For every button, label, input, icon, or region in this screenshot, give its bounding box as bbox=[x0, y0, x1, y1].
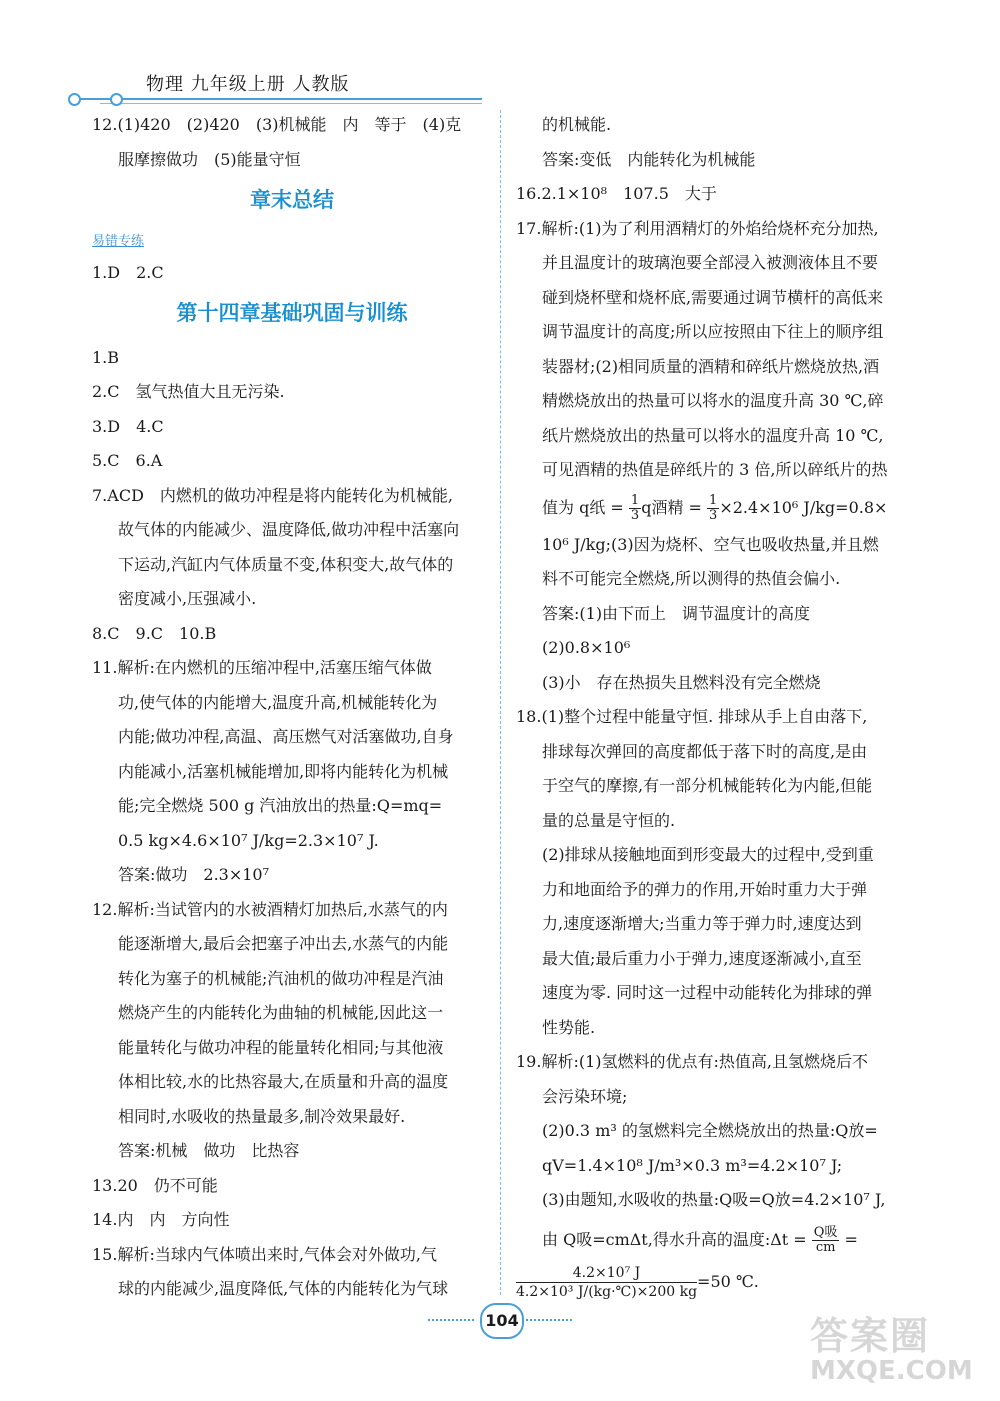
section-title-chapter-summary: 章末总结 bbox=[250, 188, 334, 212]
answer-19-line: 会污染环境; bbox=[542, 1086, 628, 1106]
subsection-label: 易错专练 bbox=[92, 233, 145, 249]
fraction-denominator: 3 bbox=[709, 507, 718, 523]
formula-text: ×2.4×10⁶ J/kg=0.8× bbox=[719, 497, 888, 517]
formula-text: 由 Q吸=cmΔt,得水升高的温度:Δt = bbox=[542, 1229, 812, 1249]
answer-line: 3.D 4.C bbox=[92, 416, 164, 436]
answer-11-line: 内能减小,活塞机械能增加,即将内能转化为机械 bbox=[118, 761, 449, 781]
fraction bbox=[707, 494, 719, 523]
answer-12-line: 能逐渐增大,最后会把塞子冲出去,水蒸气的内能 bbox=[118, 934, 449, 953]
page-header bbox=[60, 68, 490, 108]
section-title-chapter14: 第十四章基础巩固与训练 bbox=[176, 301, 408, 325]
answer-19-line: qV=1.4×10⁸ J/m³×0.3 m³=4.2×10⁷ J; bbox=[542, 1155, 843, 1175]
answer-12-line: 能量转化与做功冲程的能量转化相同;与其他液 bbox=[118, 1037, 444, 1057]
answer-19-line: 19.解析:(1)氢燃料的优点有:热值高,且氢燃烧后不 bbox=[516, 1052, 868, 1071]
answer-17-line: 17.解析:(1)为了利用酒精灯的外焰给烧杯充分加热, bbox=[516, 218, 879, 238]
header-dot-icon bbox=[110, 93, 123, 106]
answer-line: 1.B bbox=[92, 347, 120, 367]
column-divider bbox=[500, 110, 501, 1295]
footer-dots bbox=[428, 1319, 474, 1321]
answer-17-line: 碰到烧杯壁和烧杯底,需要通过调节横杆的高低来 bbox=[542, 287, 884, 307]
answer-12-result: 答案:机械 做功 比热容 bbox=[118, 1141, 300, 1160]
answer-18-line: 量的总量是守恒的. bbox=[542, 810, 676, 830]
answer-17-line: 调节温度计的高度;所以应按照由下往上的顺序组 bbox=[542, 322, 884, 341]
answer-11-result: 答案:做功 2.3×10⁷ bbox=[118, 865, 270, 884]
answer-11-line: 功,使气体的内能增大,温度升高,机械能转化为 bbox=[118, 692, 438, 712]
answer-15-line: 球的内能减少,温度降低,气体的内能转化为气球 bbox=[118, 1279, 449, 1298]
answer-17-result: 答案:(1)由下而上 调节温度计的高度 bbox=[542, 603, 811, 623]
formula-text: = bbox=[839, 1229, 858, 1249]
answer-18-line: 18.(1)整个过程中能量守恒. 排球从手上自由落下, bbox=[516, 707, 868, 726]
header-title: 物理 九年级上册 人教版 bbox=[146, 74, 350, 95]
answer-line: 13.20 仍不可能 bbox=[92, 1175, 218, 1195]
answer-17-line: 精燃烧放出的热量可以将水的温度升高 30 ℃,碎 bbox=[542, 391, 884, 410]
answer-line: 14.内 内 方向性 bbox=[92, 1210, 230, 1229]
answer-line: 8.C 9.C 10.B bbox=[92, 623, 217, 643]
watermark-url: MXQE.COM bbox=[810, 1356, 973, 1386]
formula-text: q酒精 = bbox=[641, 497, 708, 517]
answer-line: 1.D 2.C bbox=[92, 262, 164, 282]
header-rule-thin bbox=[100, 103, 482, 104]
answer-12-line: 12.(1)420 (2)420 (3)机械能 内 等于 (4)克 bbox=[92, 115, 462, 134]
answer-18-line: 力和地面给予的弹力的作用,开始时重力大于弹 bbox=[542, 879, 868, 899]
fraction bbox=[516, 1264, 697, 1301]
answer-7-line: 7.ACD 内燃机的做功冲程是将内能转化为机械能, bbox=[92, 485, 453, 505]
answer-17-line: 10⁶ J/kg;(3)因为烧杯、空气也吸收热量,并且燃 bbox=[542, 534, 879, 554]
answer-12-line: 转化为塞子的机械能;汽油机的做功冲程是汽油 bbox=[118, 968, 444, 988]
answer-15-result: 答案:变低 内能转化为机械能 bbox=[542, 149, 756, 169]
answer-7-line: 密度减小,压强减小. bbox=[118, 589, 257, 608]
answer-18-line: (2)排球从接触地面到形变最大的过程中,受到重 bbox=[542, 845, 874, 864]
footer-dots bbox=[526, 1319, 572, 1321]
answer-17-line: 装器材;(2)相同质量的酒精和碎纸片燃烧放热,酒 bbox=[542, 356, 880, 376]
fraction-denominator: 3 bbox=[630, 507, 640, 523]
right-column bbox=[516, 108, 908, 1302]
fraction-numerator: 1 bbox=[709, 492, 718, 508]
formula-text: =50 ℃. bbox=[697, 1271, 759, 1291]
answer-12-line: 相同时,水吸收的热量最多,制冷效果最好. bbox=[118, 1106, 406, 1126]
answer-17-line: 可见酒精的热值是碎纸片的 3 倍,所以碎纸片的热 bbox=[542, 460, 888, 479]
answer-18-line: 最大值;最后重力小于弹力,速度逐渐减小,直至 bbox=[542, 948, 862, 968]
answer-18-line: 于空气的摩擦,有一部分机械能转化为内能,但能 bbox=[542, 776, 873, 795]
answer-19-line: (2)0.3 m³ 的氢燃料完全燃烧放出的热量:Q放= bbox=[542, 1121, 878, 1140]
answer-12-line: 燃烧产生的内能转化为曲轴的机械能,因此这一 bbox=[118, 1003, 444, 1022]
answer-17-result: (2)0.8×10⁶ bbox=[542, 638, 631, 657]
answer-17-line: 料不可能完全燃烧,所以测得的热值会偏小. bbox=[542, 569, 841, 588]
answer-18-line: 排球每次弹回的高度都低于落下时的高度,是由 bbox=[542, 741, 868, 761]
answer-12-line: 12.解析:当试管内的水被酒精灯加热后,水蒸气的内 bbox=[92, 899, 448, 919]
fraction-denominator: cm bbox=[815, 1239, 836, 1255]
answer-19-line: (3)由题知,水吸收的热量:Q吸=Q放=4.2×10⁷ J, bbox=[542, 1190, 886, 1209]
left-column bbox=[92, 108, 492, 1307]
fraction bbox=[812, 1226, 840, 1255]
formula-text: 值为 q纸 = bbox=[542, 497, 629, 517]
answer-19-result bbox=[516, 1262, 908, 1302]
answer-11-line: 内能;做功冲程,高温、高压燃气对活塞做功,自身 bbox=[118, 727, 454, 746]
answer-12-line: 服摩擦做功 (5)能量守恒 bbox=[118, 149, 301, 169]
fraction-numerator: 1 bbox=[630, 492, 640, 508]
answer-18-line: 力,速度逐渐增大;当重力等于弹力时,速度达到 bbox=[542, 914, 862, 933]
header-dot-icon bbox=[68, 93, 81, 106]
fraction-numerator: Q吸 bbox=[813, 1224, 838, 1240]
answer-17-result: (3)小 存在热损失且燃料没有完全燃烧 bbox=[542, 672, 821, 692]
answer-7-line: 下运动,汽缸内气体质量不变,体积变大,故气体的 bbox=[118, 554, 454, 574]
answer-11-line: 11.解析:在内燃机的压缩冲程中,活塞压缩气体做 bbox=[92, 658, 432, 677]
fraction-denominator: 4.2×10³ J/(kg·℃)×200 kg bbox=[516, 1283, 698, 1300]
answer-17-line: 纸片燃烧放出的热量可以将水的温度升高 10 ℃, bbox=[542, 425, 884, 445]
answer-line: 2.C 氢气热值大且无污染. bbox=[92, 382, 285, 401]
answer-17-formula bbox=[516, 488, 908, 528]
answer-12-line: 体相比较,水的比热容最大,在质量和升高的温度 bbox=[118, 1072, 449, 1091]
watermark bbox=[810, 1305, 995, 1395]
header-rule bbox=[74, 98, 482, 100]
answer-7-line: 故气体的内能减少、温度降低,做功冲程中活塞向 bbox=[118, 520, 460, 539]
watermark-text: 答案圈 bbox=[810, 1314, 931, 1358]
answer-19-formula bbox=[516, 1218, 908, 1262]
fraction-numerator: 4.2×10⁷ J bbox=[516, 1264, 697, 1283]
fraction bbox=[629, 494, 641, 523]
answer-11-line: 0.5 kg×4.6×10⁷ J/kg=2.3×10⁷ J. bbox=[118, 830, 379, 850]
answer-15-line: 15.解析:当球内气体喷出来时,气体会对外做功,气 bbox=[92, 1244, 438, 1264]
page-number: 104 bbox=[480, 1303, 524, 1339]
answer-11-line: 能;完全燃烧 500 g 汽油放出的热量:Q=mq= bbox=[118, 796, 443, 815]
answer-line: 5.C 6.A bbox=[92, 451, 163, 470]
page-footer bbox=[420, 1303, 580, 1337]
answer-15-line: 的机械能. bbox=[542, 115, 612, 134]
answer-18-line: 性势能. bbox=[542, 1017, 596, 1037]
answer-17-line: 并且温度计的玻璃泡要全部浸入被测液体且不要 bbox=[542, 253, 879, 272]
answer-18-line: 速度为零. 同时这一过程中动能转化为排球的弹 bbox=[542, 983, 873, 1002]
answer-line: 16.2.1×10⁸ 107.5 大于 bbox=[516, 184, 717, 203]
